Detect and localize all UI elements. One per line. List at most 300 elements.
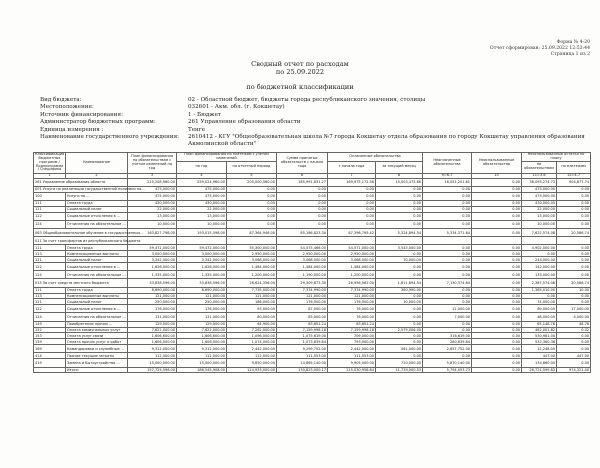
classification-cell: 113: [34, 293, 66, 299]
table-row: [34, 192, 591, 200]
value-cell: 0.00: [423, 299, 472, 305]
name-cell: Оплата труда: [66, 200, 128, 206]
table-row: [34, 178, 591, 186]
value-cell: 0.00: [472, 206, 522, 212]
value-cell: 5,334,371.64: [423, 229, 472, 237]
value-cell: 129,000.00: [177, 321, 227, 327]
value-cell: 1,606,000.00: [177, 339, 227, 345]
value-cell: 0.00: [557, 333, 591, 339]
value-cell: 0.00: [423, 212, 472, 220]
value-cell: 4,000.00: [557, 313, 591, 321]
header-plan-obligations: План финансирования по обязательствам с учетом изменений на год: [128, 153, 177, 174]
column-index: 9=6-7: [423, 173, 472, 178]
name-cell: Прочие текущие затраты: [66, 353, 128, 359]
value-cell: 7,130,374.64: [423, 279, 472, 287]
value-cell: 0.00: [472, 192, 522, 200]
name-cell: Компенсационные выплаты: [66, 293, 128, 299]
value-cell: 2,950,000.00: [277, 251, 328, 257]
value-cell: 205,000,560.00: [227, 178, 277, 186]
value-cell: 115,030,958.84: [328, 367, 376, 373]
table-row: [34, 313, 591, 321]
header-remaining-obligations: по обязательствам: [522, 161, 557, 173]
table-row: [34, 279, 591, 287]
value-cell: 0.00: [376, 353, 423, 359]
printed-timestamp: Отчет сформирован: 25.09.2022 12:53:44: [489, 46, 590, 52]
header-remaining-payments: по платежам: [557, 161, 591, 173]
value-cell: 3,068,000.00: [277, 257, 328, 263]
report-date: по 25.09.2022: [275, 68, 325, 76]
value-cell: 0.00: [376, 271, 423, 279]
value-cell: 1,335,000.00: [177, 271, 227, 279]
parameter-row: [40, 134, 590, 149]
value-cell: 0.00: [557, 293, 591, 299]
value-cell: 0.00: [376, 333, 423, 339]
value-cell: 0.00: [472, 299, 522, 305]
value-cell: 186,545,908.00: [177, 367, 227, 373]
value-cell: 0.00: [423, 192, 472, 200]
value-cell: 10,000.00: [177, 220, 227, 228]
value-cell: 0.00: [376, 206, 423, 212]
value-cell: 131,000.00: [128, 313, 177, 321]
value-cell: 93,000.00: [227, 305, 277, 313]
value-cell: 0.00: [472, 186, 522, 192]
value-cell: 1,626,000.00: [177, 263, 227, 271]
value-cell: 0.00: [472, 367, 522, 373]
value-cell: 55,300,000.00: [227, 245, 277, 251]
value-cell: 54,571,000.00: [328, 245, 376, 251]
classification-cell: 113: [34, 251, 66, 257]
value-cell: 0.00: [472, 313, 522, 321]
value-cell: 0.00: [557, 192, 591, 200]
expense-table: [33, 152, 591, 373]
form-header: [490, 40, 590, 59]
value-cell: 114,933,000.00: [227, 367, 277, 373]
value-cell: 3,543,000.00: [376, 245, 423, 251]
value-cell: 0.00: [557, 212, 591, 220]
value-cell: 2,950,000.00: [328, 251, 376, 257]
header-paid-ytd: с начала года: [328, 161, 376, 173]
value-cell: 974,321.00: [557, 367, 591, 373]
value-cell: 0.00: [277, 220, 328, 228]
value-cell: 1,484,000.00: [227, 263, 277, 271]
value-cell: 70,000.00: [376, 257, 423, 263]
form-number: Форма № 4-20: [556, 40, 590, 45]
value-cell: 0.00: [472, 359, 522, 367]
value-cell: 0.00: [423, 287, 472, 293]
value-cell: 8,690,000.00: [177, 287, 227, 293]
value-cell: 5,794,053.73: [423, 367, 472, 373]
parameter-row: [40, 127, 590, 134]
value-cell: 360,990.00: [376, 287, 423, 293]
classification-cell: 124: [34, 271, 66, 279]
name-cell: Компенсационные выплаты: [66, 251, 128, 257]
value-cell: 2,442,000.00: [227, 345, 277, 353]
value-cell: 121,000.00: [277, 293, 328, 299]
value-cell: 38,095,274.73: [522, 178, 557, 186]
value-cell: 87,364,946.00: [227, 229, 277, 237]
classification-cell: 011 За счет трансфертов из республиканского бюджета: [34, 237, 128, 245]
value-cell: 85,186,823.30: [277, 229, 328, 237]
value-cell: 1,606,000.00: [128, 339, 177, 345]
classification-cell: 124: [34, 313, 66, 321]
value-cell: 0.00: [472, 287, 522, 293]
value-cell: 7,159,998.18: [277, 327, 328, 333]
value-cell: 3,000,000.00: [128, 251, 177, 257]
value-cell: 185,991,831.27: [277, 178, 328, 186]
value-cell: 20,586.74: [557, 229, 591, 237]
value-cell: 0.00: [557, 200, 591, 206]
header-plan-payments-group: План финансирования по платежам с учетом изменений: [177, 153, 277, 162]
classification-cell: 015 За счет средств местного бюджета: [34, 279, 128, 287]
column-index: 11=3-6: [522, 173, 557, 178]
value-cell: 176,000.00: [128, 305, 177, 313]
value-cell: 121,000.00: [328, 293, 376, 299]
value-cell: 475,000.00: [522, 186, 557, 192]
value-cell: 0.00: [227, 200, 277, 206]
table-row: [34, 237, 591, 245]
header-name: Наименование: [66, 153, 128, 174]
value-cell: 5,870,140.00: [423, 359, 472, 367]
table-body: [34, 178, 591, 373]
column-index: 1: [34, 173, 66, 178]
value-cell: 59,472,000.00: [177, 245, 227, 251]
value-cell: 33,838,596.00: [177, 279, 227, 287]
value-cell: 0.00: [423, 321, 472, 327]
value-cell: 87,396,795.42: [328, 229, 376, 237]
value-cell: 0.00: [557, 359, 591, 367]
classification-cell: 001 Услуги по реализации государственной политики на...: [35, 187, 145, 192]
header-accepted-obligations: Сумма принятых обязательств с начала года: [277, 153, 328, 174]
value-cell: 1,811,894.54: [376, 279, 423, 287]
table-row: [34, 229, 591, 237]
value-cell: 13,000.00: [522, 212, 557, 220]
value-cell: 244,000.00: [522, 257, 557, 263]
classification-cell: 419: [34, 359, 66, 367]
value-cell: 130,823,000.17: [277, 367, 328, 373]
value-cell: 0.00: [376, 321, 423, 327]
value-cell: 89,000.00: [522, 305, 557, 313]
classification-cell: 169: [34, 345, 66, 353]
value-cell: 0.00: [277, 186, 328, 192]
table-row: [34, 367, 591, 373]
value-cell: 1,096,000.00: [227, 333, 277, 339]
column-index: 4: [177, 173, 227, 178]
value-cell: 430,000.00: [522, 200, 557, 206]
value-cell: 0.00: [472, 339, 522, 345]
value-cell: 10.00: [557, 287, 591, 293]
value-cell: 0.00: [376, 192, 423, 200]
value-cell: 17,000.00: [557, 305, 591, 313]
page-counter: Страница 1 из 2: [550, 52, 590, 58]
value-cell: 0.00: [227, 220, 277, 228]
classification-cell: 122: [34, 263, 66, 271]
value-cell: 0.00: [277, 212, 328, 220]
column-index: 3: [128, 173, 177, 178]
name-cell: Оплата коммунальных услуг: [66, 327, 128, 333]
value-cell: 135,000.00: [522, 271, 557, 279]
value-cell: 112,000.00: [177, 353, 227, 359]
value-cell: 157,725,596.00: [128, 367, 177, 373]
value-cell: 462,001.82: [522, 327, 557, 333]
column-index: 2: [66, 173, 128, 178]
value-cell: 5,324,894.54: [376, 229, 423, 237]
value-cell: 1,626,000.00: [128, 263, 177, 271]
value-cell: 9,312,000.00: [128, 345, 177, 353]
value-cell: 215,208,960.00: [128, 178, 177, 186]
parameter-label: Единица измерения :: [40, 126, 104, 133]
value-cell: 74,000.00: [522, 299, 557, 305]
value-cell: 0.00: [277, 206, 328, 212]
classification-cell: 063 Общеобразовательное обучение в государственных...: [34, 229, 128, 237]
value-cell: 475,000.00: [522, 192, 557, 200]
value-cell: 7,622,574.08: [522, 229, 557, 237]
value-cell: 0.00: [472, 279, 522, 287]
classification-cell: 111: [34, 245, 66, 251]
value-cell: 7,374,990.00: [328, 287, 376, 293]
value-cell: 1,075,619.00: [277, 333, 328, 339]
value-cell: 20,586.74: [557, 279, 591, 287]
value-cell: 0.00: [423, 186, 472, 192]
value-cell: 13,000.00: [128, 212, 177, 220]
value-cell: 14,865,140.00: [277, 359, 328, 367]
value-cell: 0.00: [376, 212, 423, 220]
value-cell: 15,000,000.00: [177, 359, 227, 367]
value-cell: 0.00: [472, 200, 522, 206]
value-cell: 0.00: [557, 271, 591, 279]
value-cell: 176,000.00: [328, 299, 376, 305]
value-cell: 0.00: [277, 192, 328, 200]
value-cell: 0.00: [472, 305, 522, 313]
name-cell: Оплата труда: [66, 287, 128, 293]
classification-cell: [34, 367, 66, 373]
value-cell: 0.00: [557, 245, 591, 251]
value-cell: 59,472,000.00: [128, 245, 177, 251]
value-cell: 1,073,639.64: [277, 339, 328, 345]
parameter-label: Источник финансирования:: [40, 111, 123, 118]
parameter-label: Администратор бюджетных программ:: [40, 119, 156, 126]
value-cell: 7,735,000.00: [227, 287, 277, 293]
value-cell: 111,553.00: [328, 353, 376, 359]
value-cell: 131,000.00: [177, 313, 227, 321]
value-cell: 0.00: [423, 220, 472, 228]
value-cell: 0.00: [277, 200, 328, 206]
value-cell: 447.00: [557, 353, 591, 359]
value-cell: 11,000.00: [423, 305, 472, 313]
value-cell: 0.00: [557, 339, 591, 345]
value-cell: 316,619.00: [423, 333, 472, 339]
value-cell: 10,000.00: [376, 299, 423, 305]
value-cell: 0.00: [227, 192, 277, 200]
value-cell: 430,000.00: [177, 200, 227, 206]
classification-cell: 124: [34, 220, 66, 228]
name-cell: Оплата услуг связи: [66, 333, 128, 339]
value-cell: 121,000.00: [227, 293, 277, 299]
classification-cell: 100: [34, 192, 66, 200]
name-cell: Социальные отчисления в ...: [66, 305, 128, 313]
parameter-label: Местоположение:: [40, 104, 94, 111]
name-cell: Итого:: [66, 367, 128, 373]
value-cell: 0.00: [472, 293, 522, 299]
name-cell: Отчисления на обязательное ...: [66, 271, 128, 279]
value-cell: 475,000.00: [177, 186, 227, 192]
value-cell: 111,553.00: [277, 353, 328, 359]
header-classification: Классификация бюджетных программ / Подпрограмма / Специфика: [35, 152, 65, 172]
value-cell: 16,051,201.81: [423, 178, 472, 186]
value-cell: 0.00: [557, 299, 591, 305]
value-cell: [423, 237, 472, 245]
column-index: 7: [328, 173, 376, 178]
parameter-value: Тенге: [188, 126, 206, 133]
value-cell: 22,000.00: [522, 206, 557, 212]
value-cell: 447.00: [522, 353, 557, 359]
value-cell: 0.00: [376, 293, 423, 299]
name-cell: Социальный налог: [66, 257, 128, 263]
value-cell: 7,000.00: [423, 313, 472, 321]
value-cell: 176,000.00: [177, 305, 227, 313]
value-cell: 0.00: [472, 353, 522, 359]
value-cell: 0.00: [472, 251, 522, 257]
classification-cell: 122: [34, 212, 66, 220]
parameter-value: 261 Управление образования области: [188, 119, 301, 126]
value-cell: 10,000.00: [522, 220, 557, 228]
value-cell: 0.00: [423, 251, 472, 257]
value-cell: 7,622,000.00: [177, 327, 227, 333]
value-cell: 112,000.00: [128, 353, 177, 359]
value-cell: 0.00: [472, 178, 522, 186]
value-cell: 9,299,752.00: [277, 345, 328, 353]
value-cell: 0.00: [472, 220, 522, 228]
value-cell: 793,000.00: [328, 339, 376, 345]
value-cell: 280,639.64: [423, 339, 472, 345]
classification-cell: 122: [34, 305, 66, 313]
parameter-label: Вид бюджета:: [40, 97, 82, 103]
name-cell: Оплата труда: [66, 245, 128, 251]
name-cell: Оплата прочих услуг и работ: [66, 339, 128, 345]
value-cell: 1,074,000.00: [227, 339, 277, 345]
value-cell: 720,000.00: [376, 359, 423, 367]
value-cell: 0.00: [376, 313, 423, 321]
value-cell: 112,000.00: [227, 353, 277, 359]
value-cell: 3,068,000.00: [328, 257, 376, 263]
value-cell: 7,622,000.00: [128, 327, 177, 333]
value-cell: 0.00: [472, 327, 522, 333]
report-title: Сводный отчет по расходам: [251, 60, 349, 68]
value-cell: 0.00: [472, 263, 522, 271]
value-cell: 129,000.00: [128, 321, 177, 327]
classification-cell: 414: [34, 353, 66, 359]
table-row: [34, 345, 591, 353]
column-index: 10: [472, 173, 522, 178]
value-cell: 1,606,600.00: [177, 333, 227, 339]
value-cell: 169,975,172.56: [328, 178, 376, 186]
value-cell: 0.00: [472, 229, 522, 237]
value-cell: 475,000.00: [128, 186, 177, 192]
value-cell: 0.00: [423, 200, 472, 206]
value-cell: 0.00: [472, 271, 522, 279]
value-cell: 0.00: [472, 345, 522, 353]
value-cell: 29,309,873.30: [277, 279, 328, 287]
value-cell: 64,900.00: [227, 321, 277, 327]
value-cell: 0.00: [376, 251, 423, 257]
table-row: [34, 305, 591, 313]
value-cell: 259,024,960.00: [177, 178, 227, 186]
name-cell: Услуги по ...: [66, 192, 128, 200]
value-cell: [557, 237, 591, 245]
value-cell: 2,950,000.00: [227, 251, 277, 257]
value-cell: 2,857,752.00: [423, 345, 472, 353]
classification-cell: 111: [34, 200, 66, 206]
parameter-value: 1 - Бюджет: [188, 111, 221, 118]
name-cell: Социальный налог: [66, 299, 128, 305]
classification-cell: 121: [34, 257, 66, 263]
value-cell: 0.00: [472, 245, 522, 251]
value-cell: 561,000.00: [376, 345, 423, 353]
column-index: 12=4-7: [557, 173, 591, 178]
value-cell: 1,484,000.00: [328, 263, 376, 271]
value-cell: 0.00: [472, 212, 522, 220]
value-cell: 0.00: [328, 206, 376, 212]
value-cell: 0.00: [376, 220, 423, 228]
table-row: [34, 212, 591, 220]
value-cell: 0.00: [423, 263, 472, 271]
value-cell: 0.00: [227, 186, 277, 192]
value-cell: 80,000.00: [227, 313, 277, 321]
header-period: на отчетный период: [227, 161, 277, 173]
value-cell: [376, 237, 423, 245]
value-cell: [277, 237, 328, 245]
report-parameters: [40, 97, 590, 149]
value-cell: 121,000.00: [128, 293, 177, 299]
value-cell: 0.00: [423, 245, 472, 251]
value-cell: 63,851.24: [328, 321, 376, 327]
column-index: 5: [227, 173, 277, 178]
value-cell: 532,360.36: [522, 339, 557, 345]
value-cell: 0.00: [328, 200, 376, 206]
value-cell: 1,335,000.00: [128, 271, 177, 279]
value-cell: 0.00: [376, 263, 423, 271]
table-row: [34, 263, 591, 271]
value-cell: 3,342,000.00: [128, 257, 177, 263]
parameter-value: 2610412 - КГУ "Общеобразовательная школа №7 города Кокшетау отдела образования по городу Кокшетау управления образования Акмолинской области": [188, 134, 585, 148]
value-cell: 0.00: [376, 186, 423, 192]
value-cell: 250,000.00: [128, 299, 177, 305]
value-cell: 9,850,000.00: [227, 359, 277, 367]
value-cell: [227, 237, 277, 245]
table-row: [34, 359, 591, 367]
value-cell: 1,200,000.00: [227, 271, 277, 279]
value-cell: 186,000.00: [227, 299, 277, 305]
value-cell: 121,000.00: [177, 293, 227, 299]
value-cell: 475,000.00: [128, 192, 177, 200]
value-cell: 48,000.00: [522, 313, 557, 321]
value-cell: 7,159,998.18: [328, 327, 376, 333]
value-cell: 3,068,000.00: [227, 257, 277, 263]
header-paid-month: за текущий месяц: [376, 161, 423, 173]
value-cell: 0.00: [227, 212, 277, 220]
parameter-label: Наименование государственного учреждения:: [40, 134, 180, 141]
value-cell: 7,374,990.00: [277, 287, 328, 293]
value-cell: 15,003,475.66: [376, 178, 423, 186]
value-cell: 12,248.00: [522, 345, 557, 353]
classification-cell: 111: [34, 287, 66, 293]
header-unused: Неиспользованные обязательства: [472, 153, 522, 174]
value-cell: 1,190,000.00: [277, 271, 328, 279]
value-cell: 3,000,000.00: [177, 251, 227, 257]
value-cell: 0.00: [376, 305, 423, 313]
classification-cell: 152: [34, 327, 66, 333]
name-cell: Социальные отчисления в ...: [66, 263, 128, 271]
value-cell: 0.00: [522, 293, 557, 299]
